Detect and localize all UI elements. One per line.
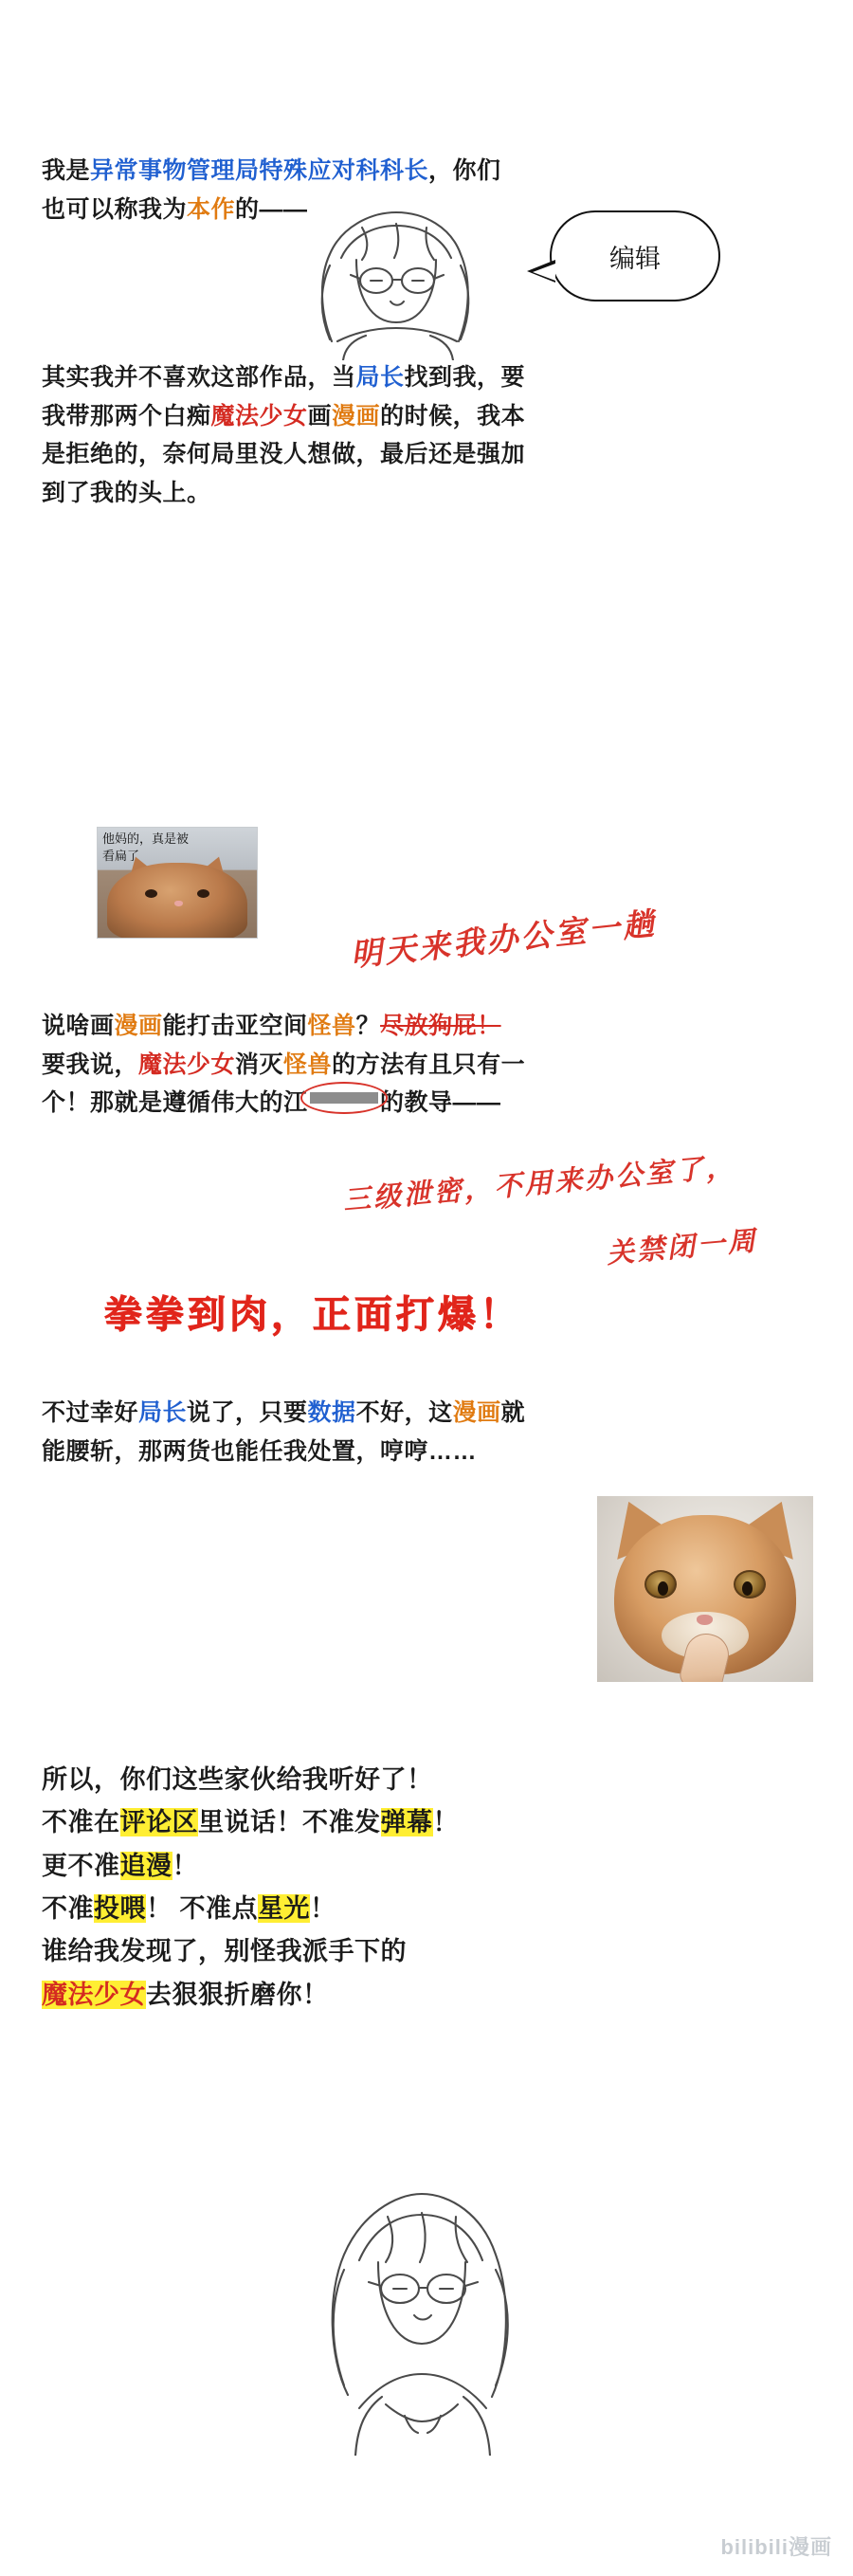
paragraph-3-line-3 [42,1084,828,1123]
p3-run-magical-girl: 魔法少女 [138,1050,236,1078]
character-editor-illustration [275,199,521,351]
cat1-nose [174,901,183,906]
p4-run-manga: 漫画 [452,1399,501,1426]
redaction-circle [300,1082,389,1114]
paragraph-2-line-1 [42,358,819,397]
paragraph-5-line-6 [42,1974,828,2017]
p4-run-g: 就 [500,1399,526,1426]
paragraph-5-line-4 [42,1888,828,1930]
paragraph-2 [42,358,819,512]
p3-run-f: 要我说， [42,1050,139,1078]
p3-run-monster: 怪兽 [307,1013,356,1039]
p5-run-comment-area: 评论区 [119,1808,198,1837]
speech-bubble-editor [550,210,720,301]
p3-run-e: ？ [355,1013,381,1039]
watermark-bilibili [720,2531,832,2561]
p5-run-feed: 投喂 [94,1894,146,1924]
paragraph-3-line-2 [42,1046,828,1085]
p5-run-c: 里说话！ [198,1808,302,1837]
paragraph-5-line-1: 所以，你们这些家伙给我听好了！ [42,1765,433,1794]
paragraph-3-line-1 [42,1007,828,1046]
meme-image-flat-cat [97,827,258,939]
paragraph-5-line-2 [42,1801,828,1844]
character-editor-svg [275,199,521,360]
handwritten-annotation-2 [341,1145,737,1218]
handwritten-annotation-2-text: 三级泄密，不用来办公室了， [341,1151,738,1216]
p3-run-manga: 漫画 [114,1013,163,1039]
p4-run-c: 说了，只要 [187,1399,308,1426]
p4-run-data: 数据 [307,1399,356,1426]
cat2-pupil-left [658,1581,668,1596]
p5-run-f: ！ [432,1808,459,1837]
p1-run-work: 本作 [187,195,236,223]
p3-run-h: 消灭 [235,1050,284,1078]
p4-run-director: 局长 [138,1399,188,1426]
handwritten-annotation-3-text: 关禁闭一周 [605,1226,760,1270]
redacted-name [308,1084,381,1123]
shout-line-text: 拳拳到肉，正面打爆！ [104,1294,521,1336]
paragraph-1-line-1 [42,152,535,191]
paragraph-5-line-3 [42,1845,828,1888]
p2-run-magical-girl: 魔法少女 [210,402,308,429]
handwritten-annotation-1 [349,899,659,976]
handwritten-annotation-3 [605,1219,759,1271]
meme-caption-line-2: 看扁了 [102,848,140,863]
paragraph-2-line-4: 到了我的头上。 [42,479,211,506]
p2-run-f: 画 [307,402,333,429]
paragraph-4-line-2: 能腰斩，那两货也能任我处置，哼哼…… [42,1437,478,1465]
p1-run-a: 我是 [42,157,91,184]
p4-run-a: 不过幸好 [42,1399,139,1426]
shout-line [104,1285,521,1339]
cat1-eye-right [197,889,209,898]
p5-run-a: 不准在 [42,1808,120,1837]
p5-run-p: 去狠狠折磨你！ [146,1980,329,2009]
p3-run-k: 个！那就是遵循伟大的江 [42,1089,308,1116]
p2-run-director: 局长 [355,364,405,391]
p5-run-i: ！ [172,1851,198,1880]
p1-run-c: ，你们 [428,157,501,184]
p1-run-d: 也可以称我为 [42,195,188,223]
p5-run-g: 更不准 [42,1851,120,1880]
p5-run-magical-girl: 魔法少女 [42,1980,146,2009]
p5-run-starlight: 星光 [258,1894,311,1924]
p2-run-h: 的时候，我本 [380,402,526,429]
p5-run-danmaku: 弹幕 [380,1808,433,1837]
p3-run-j: 的方法有且只有一 [332,1050,526,1078]
paragraph-2-line-2 [42,397,819,436]
meme-caption-flat-cat [102,831,252,864]
bubble-tail-fill [533,264,555,281]
character-bottom-svg [261,2171,573,2456]
p2-run-c: 找到我，要 [404,364,526,391]
p4-run-e: 不好，这 [355,1399,453,1426]
p2-run-manga: 漫画 [332,402,381,429]
paragraph-2-line-3: 是拒绝的，奈何局里没人想做，最后还是强加 [42,441,526,467]
paragraph-4 [42,1394,610,1471]
p3-run-monster-2: 怪兽 [283,1050,333,1078]
p2-run-a: 其实我并不喜欢这部作品，当 [42,364,356,391]
character-bottom-illustration [261,2171,573,2456]
p1-run-bureau: 异常事物管理局特殊应对科科长 [90,157,429,184]
bubble-text: 编辑 [609,244,661,273]
handwritten-annotation-1-text: 明天来我办公室一趟 [349,907,659,974]
p5-run-d: 不准发 [302,1808,381,1837]
p3-run-struck: 尽放狗屁！ [380,1013,501,1039]
p5-run-l: ！ 不准点 [146,1894,259,1924]
p2-run-d: 我带那两个白痴 [42,402,211,429]
paragraph-5-line-5: 谁给我发现了，别怪我派手下的 [42,1937,407,1966]
p5-run-j: 不准 [42,1894,94,1924]
meme-caption-line-1: 他妈的，真是被 [102,831,190,846]
paragraph-3 [42,1007,828,1123]
p3-run-c: 能打击亚空间 [162,1013,308,1039]
paragraph-5 [42,1759,828,2017]
p3-run-m: 的教导—— [380,1089,501,1116]
p1-run-f: 的—— [235,195,308,223]
watermark-text: bilibili漫画 [720,2535,832,2559]
paragraph-4-line-1 [42,1394,610,1433]
meme-image-finger-cat [597,1496,813,1682]
p5-run-follow: 追漫 [119,1851,172,1880]
p3-run-a: 说啥画 [42,1013,115,1039]
p5-run-n: ！ [310,1894,336,1924]
